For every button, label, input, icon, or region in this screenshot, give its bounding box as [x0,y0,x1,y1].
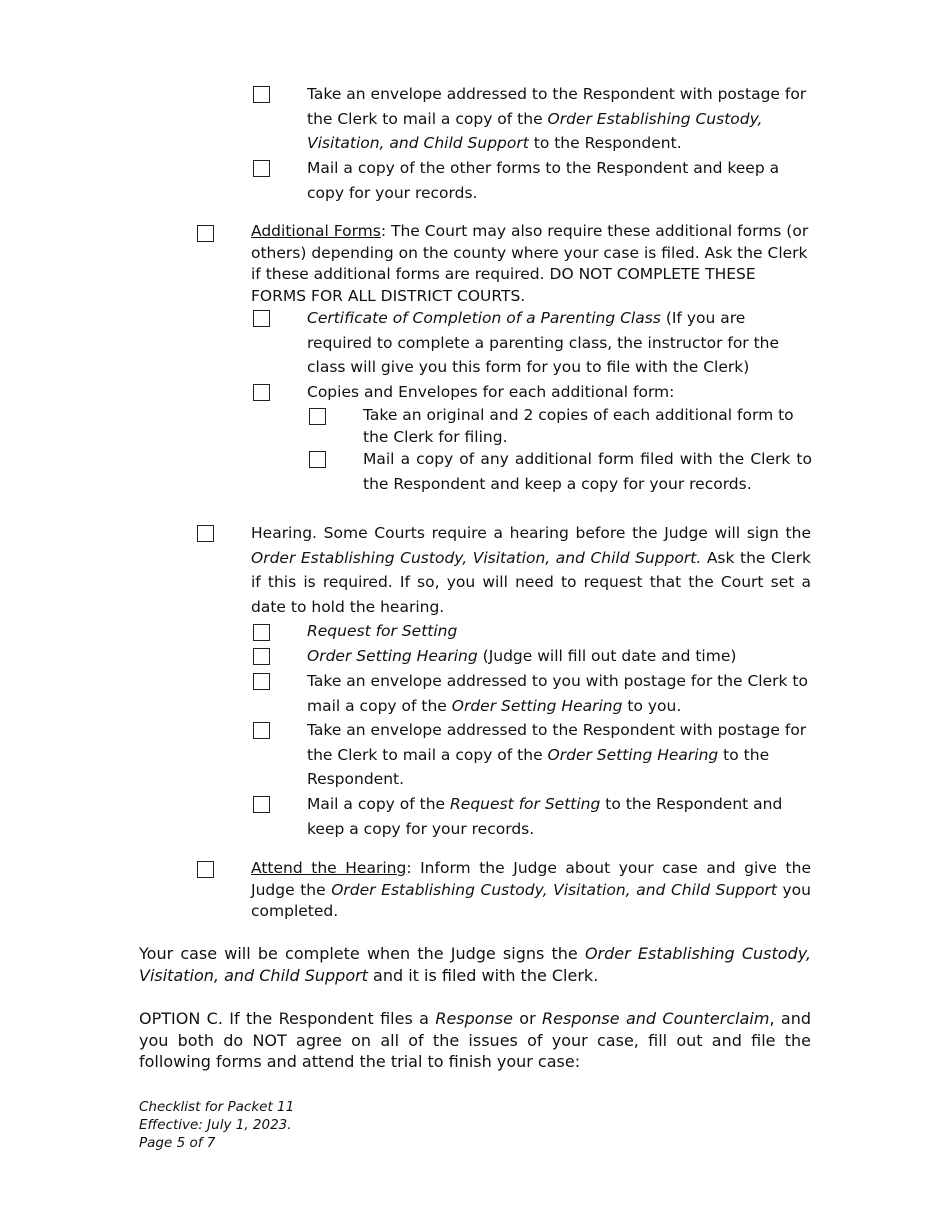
original-copies-text: Take an original and 2 copies of each additional form to the Clerk for filing. [363,406,794,446]
request-for-setting-text: Request for Setting [307,622,458,640]
certificate-parenting-class-text: Certificate of Completion of a Parenting Class (If you are required to complete a parenting class, the instructor for the class will give you this form for you to file with the Clerk) [307,309,780,376]
mail-request-setting-text: Mail a copy of the Request for Setting to the Respondent and keep a copy for your records. [307,795,783,838]
envelope-to-respondent-text: Take an envelope addressed to the Respondent with postage for the Clerk to mail a copy of the Order Setting Hearing to the Respondent. [307,721,807,788]
checkbox-request-for-setting[interactable] [253,624,270,641]
checkbox-envelope-to-you[interactable] [253,673,270,690]
copies-envelopes-label: Copies and Envelopes for each additional form: [307,383,675,401]
mail-additional-form-text: Mail a copy of any additional form filed with the Clerk to the Respondent and keep a copy for your records. [363,450,812,493]
checkbox-attend-hearing[interactable] [197,861,214,878]
checkbox-copies-envelopes[interactable] [253,384,270,401]
envelope-respondent-order-text: Take an envelope addressed to the Respondent with postage for the Clerk to mail a copy of the Order Establishing Custody, Visitation, and Child Support to the Respondent. [307,85,807,152]
additional-forms-heading: Additional Forms [251,222,381,240]
checkbox-mail-other-forms[interactable] [253,160,270,177]
footer-effective-date: Effective: July 1, 2023. [139,1117,292,1133]
checkbox-additional-forms[interactable] [197,225,214,242]
checkbox-order-setting-hearing[interactable] [253,648,270,665]
option-c-paragraph: OPTION C. If the Respondent files a Response or Response and Counterclaim, and you both do NOT agree on all of the issues of your case, fill out and file the following forms and attend the trial to finish your case: [139,1009,811,1071]
mail-other-forms-text: Mail a copy of the other forms to the Respondent and keep a copy for your records. [307,159,780,202]
checkbox-original-copies[interactable] [309,408,326,425]
hearing-text: Hearing. Some Courts require a hearing before the Judge will sign the Order Establishing Custody, Visitation, and Child Support. Ask the Clerk if this is required. If so, you will need to request that the Court set a date to hold the hearing. [251,524,812,616]
order-setting-hearing-text: Order Setting Hearing (Judge will fill out date and time) [307,647,737,665]
additional-forms-text: Additional Forms: The Court may also require these additional forms (or others) depending on the county where your case is filed. Ask the Clerk if these additional forms are required. DO NOT COMPLETE THESE FORMS FOR ALL DISTRICT COURTS. [251,222,809,305]
page-footer [139,1098,294,1152]
checkbox-hearing[interactable] [197,525,214,542]
envelope-to-you-text: Take an envelope addressed to you with postage for the Clerk to mail a copy of the Order Setting Hearing to you. [307,672,808,715]
attend-hearing-text: Attend the Hearing: Inform the Judge about your case and give the Judge the Order Establishing Custody, Visitation, and Child Support you completed. [251,859,811,920]
checkbox-certificate-parenting-class[interactable] [253,310,270,327]
checkbox-mail-additional-form[interactable] [309,451,326,468]
checkbox-envelope-respondent-order[interactable] [253,86,270,103]
footer-page-number: Page 5 of 7 [139,1135,216,1151]
case-complete-paragraph: Your case will be complete when the Judge signs the Order Establishing Custody, Visitation, and Child Support and it is filed with the Clerk. [139,944,812,985]
attend-hearing-heading: Attend the Hearing [251,859,407,877]
footer-packet: Checklist for Packet 11 [139,1099,295,1115]
checkbox-envelope-to-respondent[interactable] [253,722,270,739]
checkbox-mail-request-setting[interactable] [253,796,270,813]
